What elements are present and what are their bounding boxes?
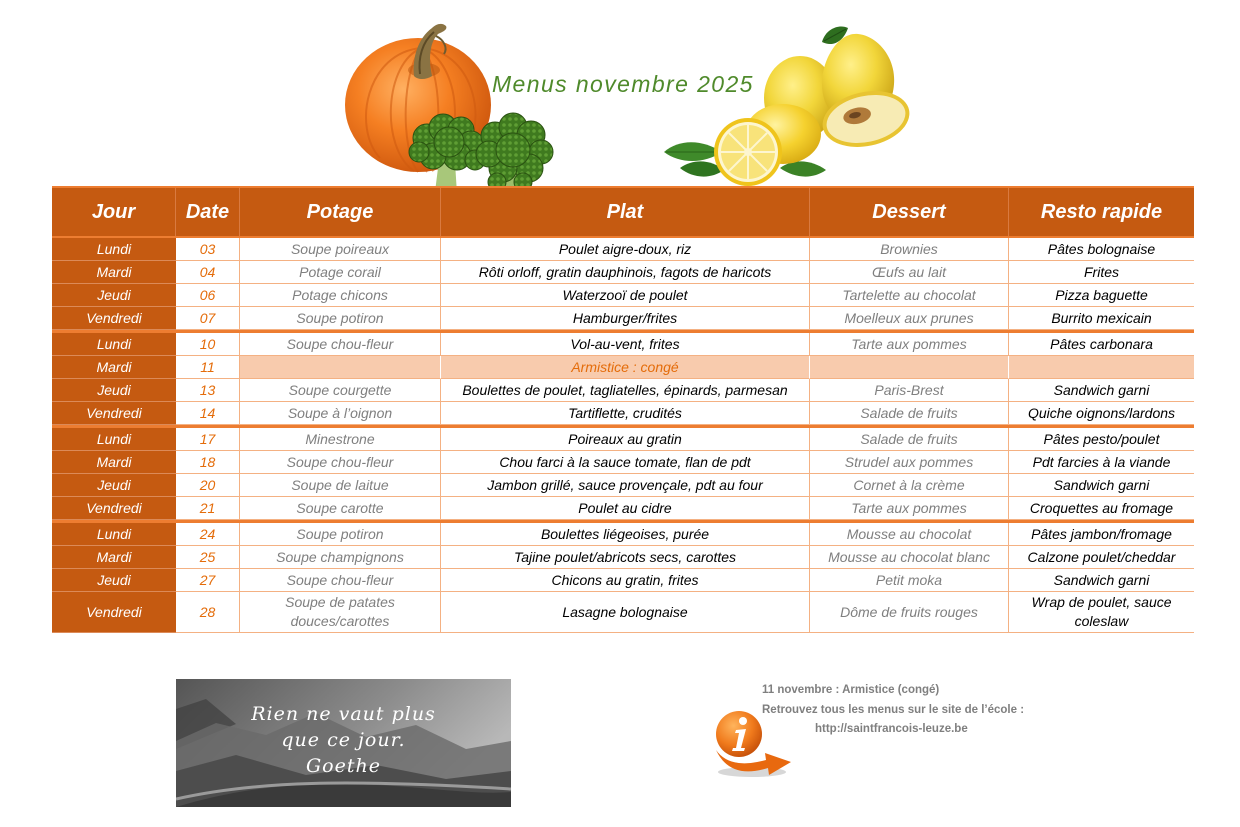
soup-cell: Minestrone <box>240 428 441 451</box>
dessert-cell: Paris-Brest <box>810 379 1009 402</box>
menu-row <box>52 238 1194 261</box>
soup-cell: Soupe de laitue <box>240 474 441 497</box>
main-dish-cell: Hamburger/frites <box>441 307 810 330</box>
soup-cell: Soupe chou-fleur <box>240 333 441 356</box>
menu-row <box>52 592 1194 633</box>
date-cell: 03 <box>176 238 240 261</box>
info-icon <box>712 708 797 783</box>
dessert-cell: Dôme de fruits rouges <box>810 592 1009 633</box>
day-cell: Jeudi <box>52 569 176 592</box>
quick-meal-cell: Pâtes jambon/fromage <box>1009 523 1194 546</box>
quote-line-1: Rien ne vaut plus <box>251 703 436 725</box>
day-cell: Jeudi <box>52 284 176 307</box>
quote-text <box>176 701 511 779</box>
menu-row <box>52 497 1194 520</box>
header-quick-meal: Resto rapide <box>1040 200 1163 223</box>
quick-meal-cell: Wrap de poulet, sauce coleslaw <box>1009 592 1194 633</box>
menu-row <box>52 451 1194 474</box>
broccoli-illustration <box>405 110 555 198</box>
date-cell: 17 <box>176 428 240 451</box>
soup-cell: Soupe courgette <box>240 379 441 402</box>
date-cell: 10 <box>176 333 240 356</box>
holiday-row <box>52 356 1194 379</box>
quick-meal-cell: Sandwich garni <box>1009 474 1194 497</box>
lemon-half <box>714 118 782 186</box>
day-cell: Jeudi <box>52 474 176 497</box>
dessert-cell: Salade de fruits <box>810 428 1009 451</box>
fruits-illustration <box>660 22 915 192</box>
header-main-dish: Plat <box>441 188 810 236</box>
dessert-cell: Tartelette au chocolat <box>810 284 1009 307</box>
main-dish-cell: Lasagne bolognaise <box>441 592 810 633</box>
header-soup: Potage <box>240 188 441 236</box>
main-dish-cell: Chicons au gratin, frites <box>441 569 810 592</box>
menu-row <box>52 546 1194 569</box>
menu-row <box>52 379 1194 402</box>
date-cell: 24 <box>176 523 240 546</box>
day-cell: Vendredi <box>52 307 176 330</box>
day-cell: Vendredi <box>52 497 176 520</box>
dessert-cell: Salade de fruits <box>810 402 1009 425</box>
holiday-empty-cell <box>810 356 1009 379</box>
soup-cell: Soupe à l’oignon <box>240 402 441 425</box>
page-title: Menus novembre 2025 <box>492 71 754 97</box>
menu-row <box>52 425 1194 451</box>
day-cell: Lundi <box>52 333 176 356</box>
main-dish-cell: Tajine poulet/abricots secs, carottes <box>441 546 810 569</box>
dessert-cell: Petit moka <box>810 569 1009 592</box>
main-dish-cell: Boulettes de poulet, tagliatelles, épinards, parmesan <box>441 379 810 402</box>
dessert-cell: Strudel aux pommes <box>810 451 1009 474</box>
quote-image <box>176 679 511 807</box>
soup-cell: Potage corail <box>240 261 441 284</box>
date-cell: 20 <box>176 474 240 497</box>
dessert-cell: Brownies <box>810 238 1009 261</box>
quick-meal-cell: Pâtes carbonara <box>1009 333 1194 356</box>
day-cell: Mardi <box>52 261 176 284</box>
date-cell: 18 <box>176 451 240 474</box>
table-body <box>52 238 1194 633</box>
date-cell: 11 <box>176 356 240 379</box>
soup-cell: Soupe chou-fleur <box>240 451 441 474</box>
menu-row <box>52 330 1194 356</box>
dessert-cell: Tarte aux pommes <box>810 333 1009 356</box>
main-dish-cell: Tartiflette, crudités <box>441 402 810 425</box>
dessert-cell: Tarte aux pommes <box>810 497 1009 520</box>
day-cell: Lundi <box>52 238 176 261</box>
date-cell: 21 <box>176 497 240 520</box>
main-dish-cell: Poulet au cidre <box>441 497 810 520</box>
quick-meal-cell: Pdt farcies à la viande <box>1009 451 1194 474</box>
menu-row <box>52 307 1194 330</box>
date-cell: 27 <box>176 569 240 592</box>
soup-cell: Soupe de patates douces/carottes <box>240 592 441 633</box>
dessert-cell: Cornet à la crème <box>810 474 1009 497</box>
info-website-url: http://saintfrancois-leuze.be <box>815 723 968 735</box>
header-day: Jour <box>52 188 176 236</box>
date-cell: 04 <box>176 261 240 284</box>
day-cell: Jeudi <box>52 379 176 402</box>
menu-table <box>52 186 1194 633</box>
soup-cell: Soupe champignons <box>240 546 441 569</box>
holiday-empty-cell <box>240 356 441 379</box>
info-website-note: Retrouvez tous les menus sur le site de l’école : <box>762 704 1025 716</box>
main-dish-cell: Vol-au-vent, frites <box>441 333 810 356</box>
day-cell: Lundi <box>52 523 176 546</box>
main-dish-cell: Rôti orloff, gratin dauphinois, fagots de haricots <box>441 261 810 284</box>
day-cell: Vendredi <box>52 402 176 425</box>
holiday-cell: Armistice : congé <box>441 356 810 379</box>
day-cell: Vendredi <box>52 592 176 633</box>
header-dessert: Dessert <box>810 188 1009 236</box>
dessert-cell: Mousse au chocolat blanc <box>810 546 1009 569</box>
soup-cell: Soupe chou-fleur <box>240 569 441 592</box>
header-date: Date <box>176 188 240 236</box>
dessert-cell: Moelleux aux prunes <box>810 307 1009 330</box>
quick-meal-cell: Sandwich garni <box>1009 379 1194 402</box>
menu-row <box>52 284 1194 307</box>
holiday-empty-cell <box>1009 356 1194 379</box>
soup-cell: Soupe poireaux <box>240 238 441 261</box>
dessert-cell: Œufs au lait <box>810 261 1009 284</box>
main-dish-cell: Boulettes liégeoises, purée <box>441 523 810 546</box>
quick-meal-cell: Pâtes pesto/poulet <box>1009 428 1194 451</box>
main-dish-cell: Jambon grillé, sauce provençale, pdt au four <box>441 474 810 497</box>
day-cell: Lundi <box>52 428 176 451</box>
quick-meal-cell: Frites <box>1009 261 1194 284</box>
dessert-cell: Mousse au chocolat <box>810 523 1009 546</box>
date-cell: 28 <box>176 592 240 633</box>
date-cell: 14 <box>176 402 240 425</box>
quick-meal-cell: Quiche oignons/lardons <box>1009 402 1194 425</box>
day-cell: Mardi <box>52 356 176 379</box>
main-dish-cell: Poulet aigre-doux, riz <box>441 238 810 261</box>
quick-meal-cell: Pizza baguette <box>1009 284 1194 307</box>
date-cell: 25 <box>176 546 240 569</box>
menu-row <box>52 474 1194 497</box>
main-dish-cell: Waterzooï de poulet <box>441 284 810 307</box>
day-cell: Mardi <box>52 546 176 569</box>
quick-meal-cell: Pâtes bolognaise <box>1009 238 1194 261</box>
table-header <box>52 186 1194 238</box>
quick-meal-cell: Calzone poulet/cheddar <box>1009 546 1194 569</box>
main-dish-cell: Poireaux au gratin <box>441 428 810 451</box>
info-holiday-note: 11 novembre : Armistice (congé) <box>762 684 940 696</box>
menu-row <box>52 569 1194 592</box>
soup-cell: Soupe carotte <box>240 497 441 520</box>
main-dish-cell: Chou farci à la sauce tomate, flan de pdt <box>441 451 810 474</box>
soup-cell: Soupe potiron <box>240 307 441 330</box>
quote-author: Goethe <box>306 755 381 777</box>
menu-row <box>52 520 1194 546</box>
date-cell: 13 <box>176 379 240 402</box>
date-cell: 07 <box>176 307 240 330</box>
quick-meal-cell: Burrito mexicain <box>1009 307 1194 330</box>
quick-meal-cell: Sandwich garni <box>1009 569 1194 592</box>
menu-row <box>52 261 1194 284</box>
soup-cell: Soupe potiron <box>240 523 441 546</box>
day-cell: Mardi <box>52 451 176 474</box>
menu-row <box>52 402 1194 425</box>
quick-meal-cell: Croquettes au fromage <box>1009 497 1194 520</box>
soup-cell: Potage chicons <box>240 284 441 307</box>
quote-line-2: que ce jour. <box>281 729 406 751</box>
date-cell: 06 <box>176 284 240 307</box>
